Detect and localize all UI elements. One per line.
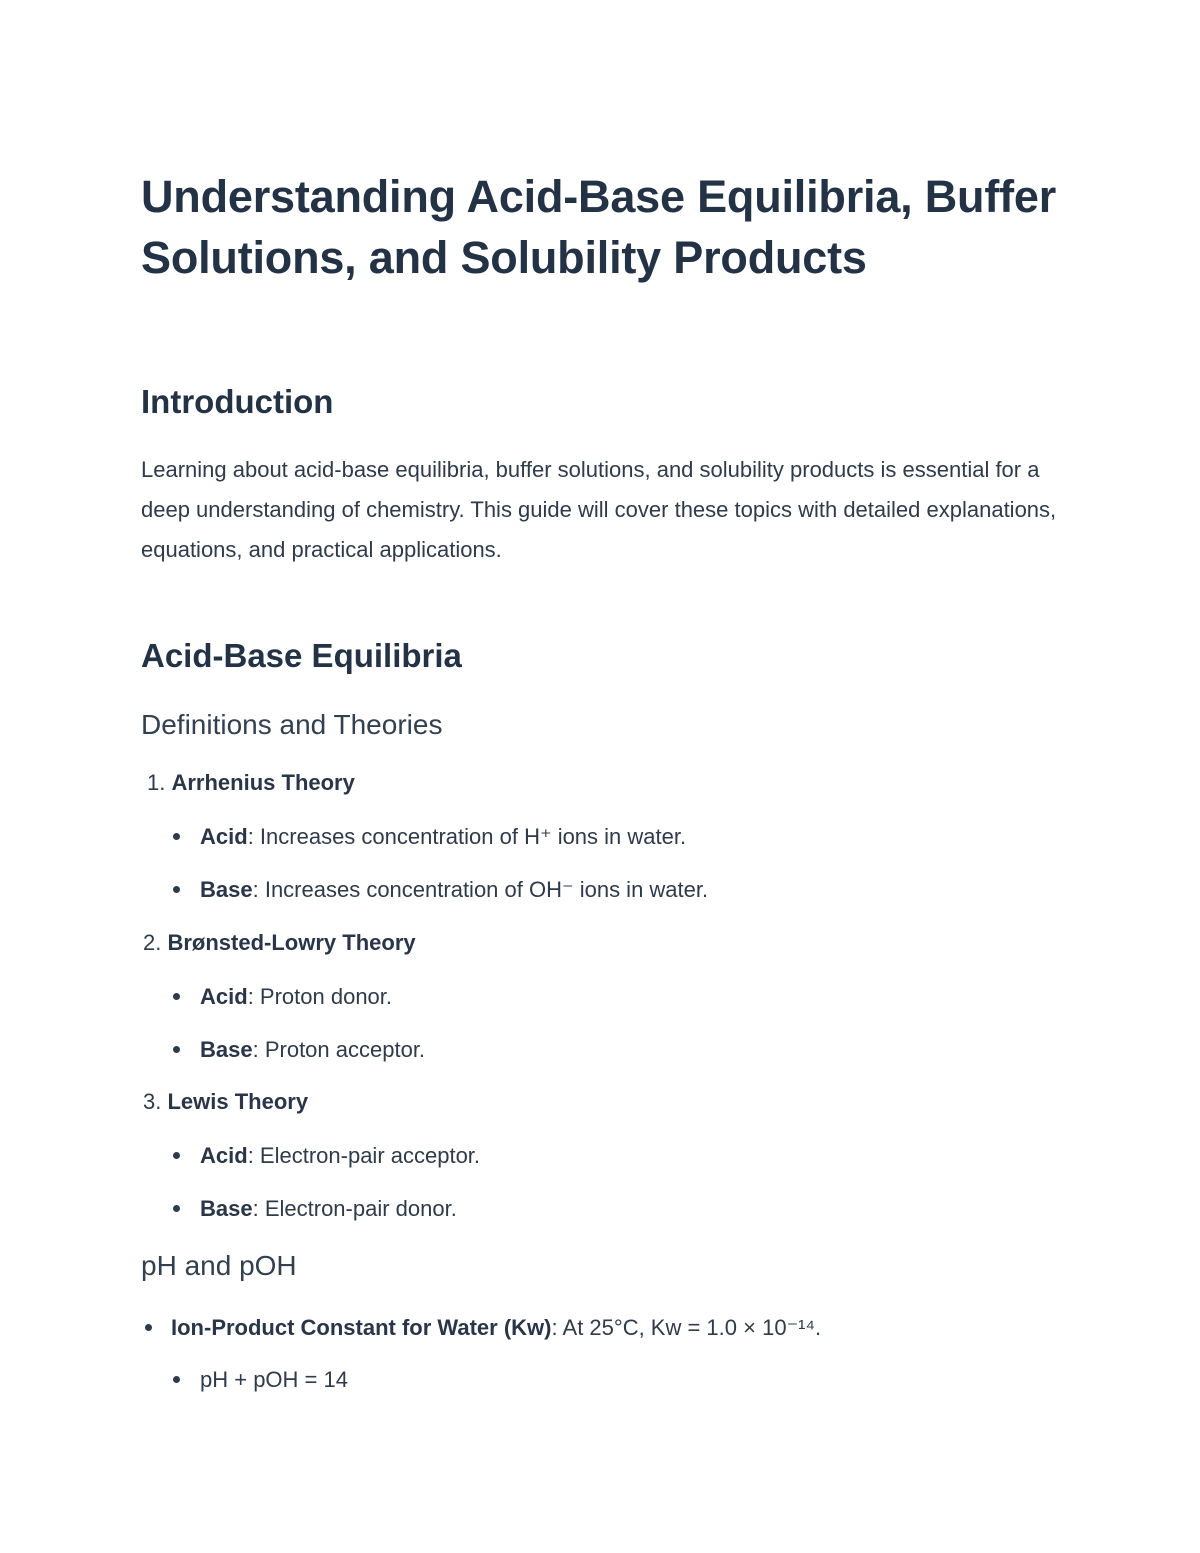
list-item (200, 1035, 425, 1065)
list-item (200, 1194, 457, 1224)
theory-name: Lewis Theory (167, 1089, 309, 1114)
document-title: Understanding Acid-Base Equilibria, Buffer Solutions, and Solubility Products (141, 171, 1057, 283)
term: Acid (200, 984, 248, 1009)
bullet-icon (173, 1152, 180, 1159)
list-item (200, 875, 708, 905)
term: Base (200, 1037, 253, 1062)
term: Base (200, 1196, 253, 1221)
separator: : (252, 1196, 259, 1221)
definition-text: Electron-pair donor. (258, 1196, 457, 1221)
bullet-icon (173, 833, 180, 840)
theory-item-lewis (143, 1087, 308, 1117)
theory-item-arrhenius (147, 768, 355, 798)
list-number: 2. (143, 930, 162, 955)
separator: : (252, 877, 259, 902)
theory-name: Arrhenius Theory (171, 770, 355, 795)
acid-base-heading: Acid-Base Equilibria (141, 637, 462, 674)
bullet-icon (173, 886, 180, 893)
list-item (200, 982, 392, 1012)
separator: : (247, 824, 254, 849)
term: Base (200, 877, 253, 902)
list-number: 3. (143, 1089, 162, 1114)
introduction-heading: Introduction (141, 383, 334, 420)
definition-text: Electron-pair acceptor. (253, 1143, 481, 1168)
bullet-icon (173, 1376, 180, 1383)
introduction-paragraph: Learning about acid-base equilibria, buffer solutions, and solubility products is essential for a deep understanding of chemistry. This guide will cover these topics with detailed explanations, equations, and practical applications. (141, 457, 1057, 562)
separator: : (247, 984, 254, 1009)
bullet-icon (173, 1205, 180, 1212)
term: Acid (200, 1143, 248, 1168)
list-number: 1. (147, 770, 166, 795)
list-item (200, 1141, 480, 1171)
separator: : (247, 1143, 254, 1168)
term: Acid (200, 824, 248, 849)
theory-name: Brønsted-Lowry Theory (167, 930, 416, 955)
bullet-icon (173, 993, 180, 1000)
list-item (200, 1365, 348, 1395)
bullet-icon (145, 1324, 152, 1331)
list-item (200, 822, 686, 852)
definition-text: At 25°C, Kw = 1.0 × 10⁻¹⁴. (557, 1315, 822, 1340)
list-item (171, 1313, 821, 1343)
term: Ion-Product Constant for Water (Kw) (171, 1315, 552, 1340)
bullet-icon (173, 1046, 180, 1053)
definitions-heading: Definitions and Theories (141, 709, 443, 740)
definition-text: Increases concentration of OH⁻ ions in water. (258, 877, 709, 902)
definition-text: Proton donor. (253, 984, 393, 1009)
ph-poh-heading: pH and pOH (141, 1250, 297, 1281)
definition-text: Proton acceptor. (258, 1037, 426, 1062)
theory-item-bronsted-lowry (143, 928, 416, 958)
definition-text: Increases concentration of H⁺ ions in water. (253, 824, 687, 849)
equation-text: pH + pOH = 14 (200, 1367, 348, 1392)
separator: : (252, 1037, 259, 1062)
separator: : (551, 1315, 558, 1340)
